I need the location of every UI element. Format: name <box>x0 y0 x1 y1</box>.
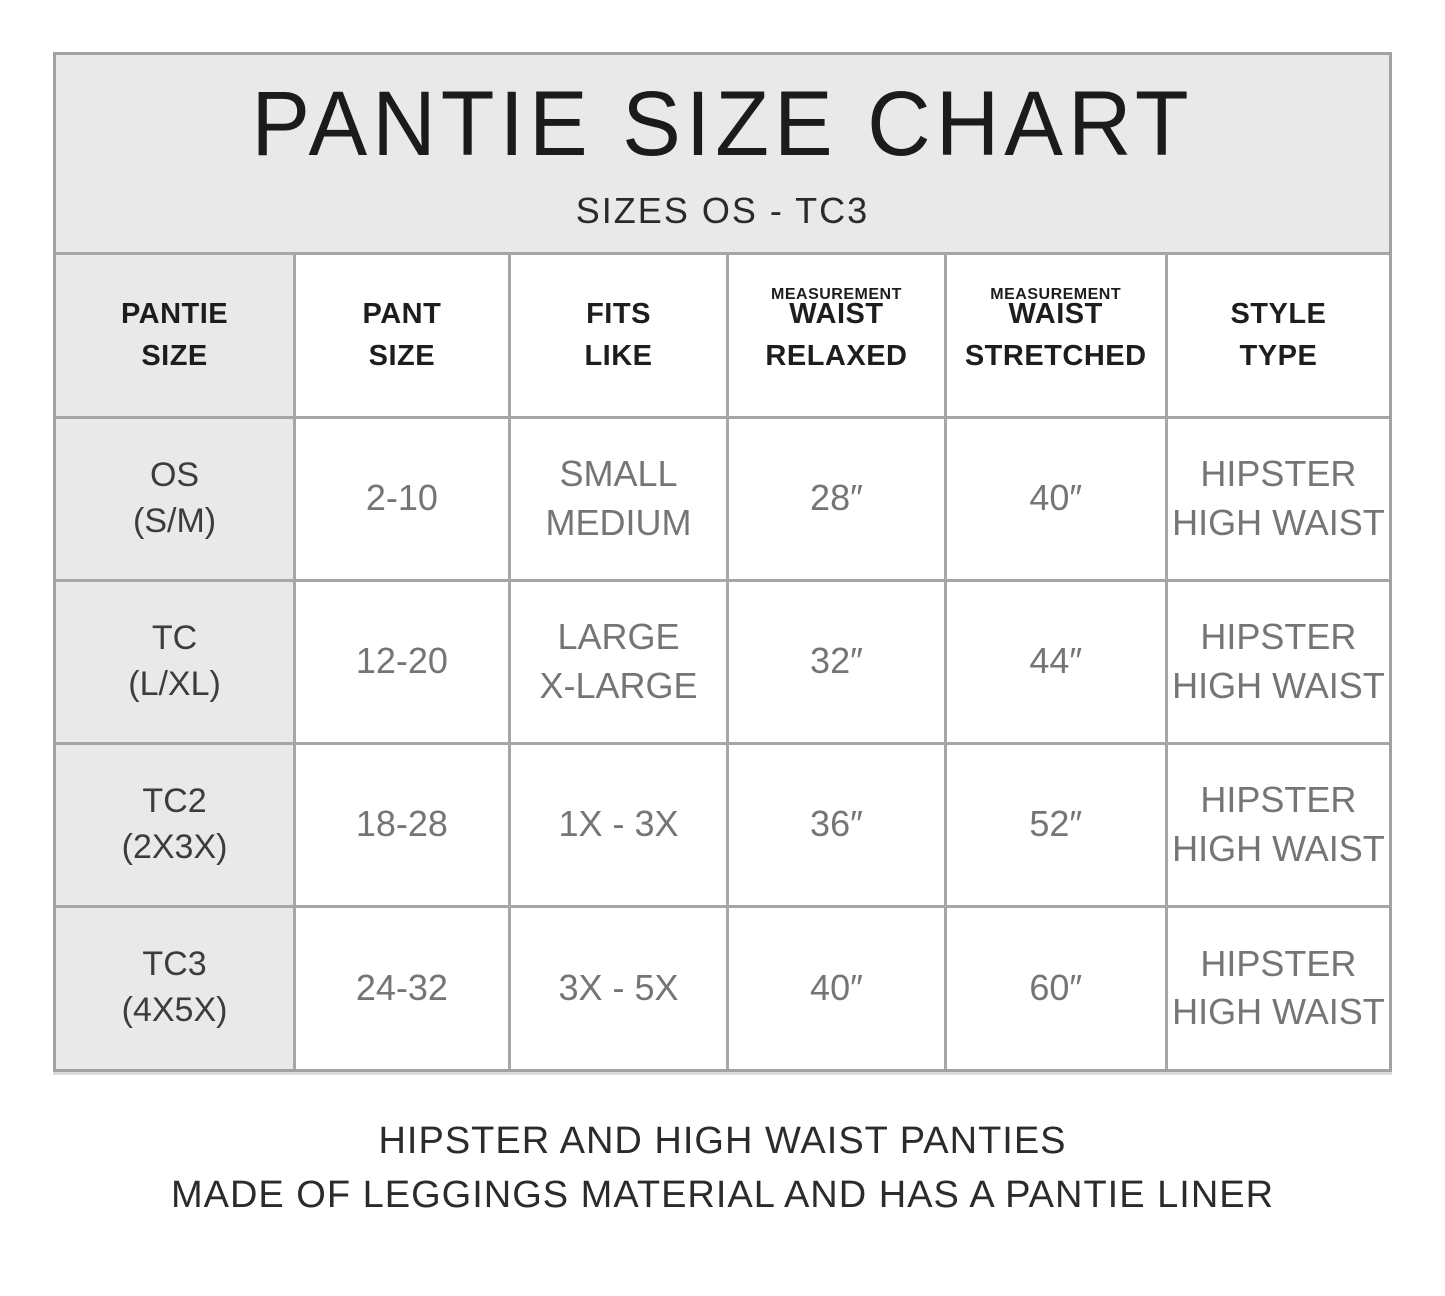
cell-fits-like: 1X - 3X <box>509 743 728 906</box>
table-header-row <box>56 255 1389 417</box>
cell-waist-relaxed: 36″ <box>728 743 945 906</box>
cell-pantie-size: TC3 (4X5X) <box>56 906 295 1069</box>
chart-subtitle: SIZES OS - TC3 <box>575 189 870 231</box>
cell-pantie-size: OS (S/M) <box>56 417 295 580</box>
cell-pant-size: 24-32 <box>295 906 510 1069</box>
measurement-label: MEASUREMENT <box>990 286 1122 303</box>
chart-title: PANTIE SIZE CHART <box>251 71 1194 175</box>
cell-pant-size: 2-10 <box>295 417 510 580</box>
cell-style-type: HIPSTER HIGH WAIST <box>1166 417 1389 580</box>
cell-waist-stretched: 52″ <box>945 743 1166 906</box>
measurement-label: MEASUREMENT <box>771 286 902 303</box>
table-row <box>56 417 1389 580</box>
col-header-fits-like: FITS LIKE <box>509 255 728 417</box>
size-table <box>56 255 1389 1069</box>
cell-fits-like: LARGE X-LARGE <box>509 580 728 743</box>
cell-waist-relaxed: 40″ <box>728 906 945 1069</box>
cell-fits-like: SMALL MEDIUM <box>509 417 728 580</box>
cell-style-type: HIPSTER HIGH WAIST <box>1166 743 1389 906</box>
col-header-waist-stretched: MEASUREMENT WAIST STRETCHED <box>945 255 1166 417</box>
table-row <box>56 906 1389 1069</box>
cell-waist-stretched: 40″ <box>945 417 1166 580</box>
footer-line-2: MADE OF LEGGINGS MATERIAL AND HAS A PANTIE LINER <box>170 1174 1275 1216</box>
chart-header-band <box>56 55 1389 255</box>
cell-waist-relaxed: 28″ <box>728 417 945 580</box>
footer-line-1: HIPSTER AND HIGH WAIST PANTIES <box>378 1120 1067 1162</box>
cell-fits-like: 3X - 5X <box>509 906 728 1069</box>
footer-note <box>0 1122 1445 1214</box>
cell-pant-size: 18-28 <box>295 743 510 906</box>
col-header-waist-relaxed: MEASUREMENT WAIST RELAXED <box>728 255 945 417</box>
col-header-style-type: STYLE TYPE <box>1166 255 1389 417</box>
cell-waist-stretched: 44″ <box>945 580 1166 743</box>
cell-style-type: HIPSTER HIGH WAIST <box>1166 906 1389 1069</box>
col-header-pant-size: PANT SIZE <box>295 255 510 417</box>
cell-waist-stretched: 60″ <box>945 906 1166 1069</box>
col-header-pantie-size: PANTIE SIZE <box>56 255 295 417</box>
table-row <box>56 580 1389 743</box>
cell-pant-size: 12-20 <box>295 580 510 743</box>
cell-pantie-size: TC2 (2X3X) <box>56 743 295 906</box>
pantie-size-chart <box>53 52 1392 1072</box>
cell-style-type: HIPSTER HIGH WAIST <box>1166 580 1389 743</box>
cell-pantie-size: TC (L/XL) <box>56 580 295 743</box>
table-row <box>56 743 1389 906</box>
cell-waist-relaxed: 32″ <box>728 580 945 743</box>
